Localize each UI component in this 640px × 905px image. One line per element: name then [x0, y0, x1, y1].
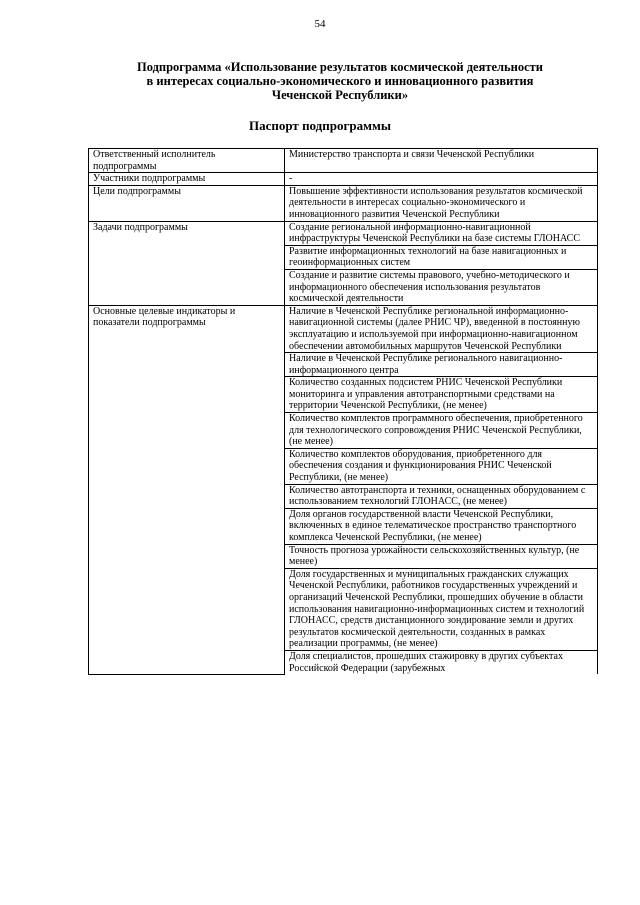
- page-number: 54: [314, 18, 326, 30]
- row-label-cell: Участники подпрограммы: [89, 173, 285, 186]
- row-value-cell: Доля государственных и муниципальных гражданских служащих Чеченской Республики, работников государственных учреждений и организаций Чеченской Республики, прошедших обучение в области использования навигационно-информационных систем и технологий ГЛОНАСС, средств дистанционного зондирование земли и других результатов космической деятельности, созданных в рамках реализации программы, (не менее): [285, 568, 598, 650]
- row-label-cell: Ответственный исполнитель подпрограммы: [89, 149, 285, 173]
- table-row: [89, 305, 598, 352]
- page-title: [80, 60, 600, 102]
- row-value-cell: Количество комплектов программного обеспечения, приобретенного для технологического сопровождения РНИС Чеченской Республики, (не менее): [285, 413, 598, 449]
- row-value-cell: Количество автотранспорта и техники, оснащенных оборудованием с использованием технологий ГЛОНАСС, (не менее): [285, 484, 598, 508]
- table-row: [89, 173, 598, 186]
- row-value-cell: Министерство транспорта и связи Чеченской Республики: [285, 149, 598, 173]
- row-value-cell: Наличие в Чеченской Республике регионального навигационно-информационного центра: [285, 353, 598, 377]
- row-value-cell: Создание региональной информационно-навигационной инфраструктуры Чеченской Республики на базе системы ГЛОНАСС: [285, 221, 598, 245]
- title-line: Подпрограмма «Использование результатов космической деятельности: [136, 60, 544, 74]
- row-value-cell: Доля специалистов, прошедших стажировку в других субъектах Российской Федерации (зарубежных: [285, 650, 598, 674]
- row-value-cell: Повышение эффективности использования результатов космической деятельности в интересах социально-экономического и инновационного развития Чеченской Республики: [285, 185, 598, 221]
- row-value-cell: Точность прогноза урожайности сельскохозяйственных культур, (не менее): [285, 544, 598, 568]
- row-label-cell: Задачи подпрограммы: [89, 221, 285, 305]
- row-value-cell: Наличие в Чеченской Республике региональной информационно-навигационной системы (далее РНИС ЧР), введенной в постоянную эксплуатацию и используемой при информационно-навигационном обеспечении автомобильных маршрутов Чеченской Республики: [285, 305, 598, 352]
- title-line: в интересах социально-экономического и инновационного развития: [146, 74, 534, 88]
- row-value-cell: -: [285, 173, 598, 186]
- row-value-cell: Количество созданных подсистем РНИС Чеченской Республики мониторинга и управления автотранспортными средствами на территории Чеченской Республики, (не менее): [285, 377, 598, 413]
- row-label-cell: Основные целевые индикаторы и показатели подпрограммы: [89, 305, 285, 674]
- table-row: [89, 149, 598, 173]
- title-line: Чеченской Республики»: [271, 88, 409, 102]
- passport-table-body: [89, 149, 598, 675]
- table-row: [89, 185, 598, 221]
- row-value-cell: Доля органов государственной власти Чеченской Республики, включенных в единое телематическое пространство транспортного комплекса Чеченской Республики, (не менее): [285, 508, 598, 544]
- row-label-cell: Цели подпрограммы: [89, 185, 285, 221]
- table-row: [89, 221, 598, 245]
- passport-table: [88, 148, 598, 675]
- row-value-cell: Развитие информационных технологий на базе навигационных и геоинформационных систем: [285, 245, 598, 269]
- row-value-cell: Создание и развитие системы правового, учебно-методического и информационного обеспечения использования результатов космической деятельности: [285, 269, 598, 305]
- page-subtitle: Паспорт подпрограммы: [249, 118, 391, 133]
- row-value-cell: Количество комплектов оборудования, приобретенного для обеспечения создания и функционирования РНИС Чеченской Республики, (не менее): [285, 448, 598, 484]
